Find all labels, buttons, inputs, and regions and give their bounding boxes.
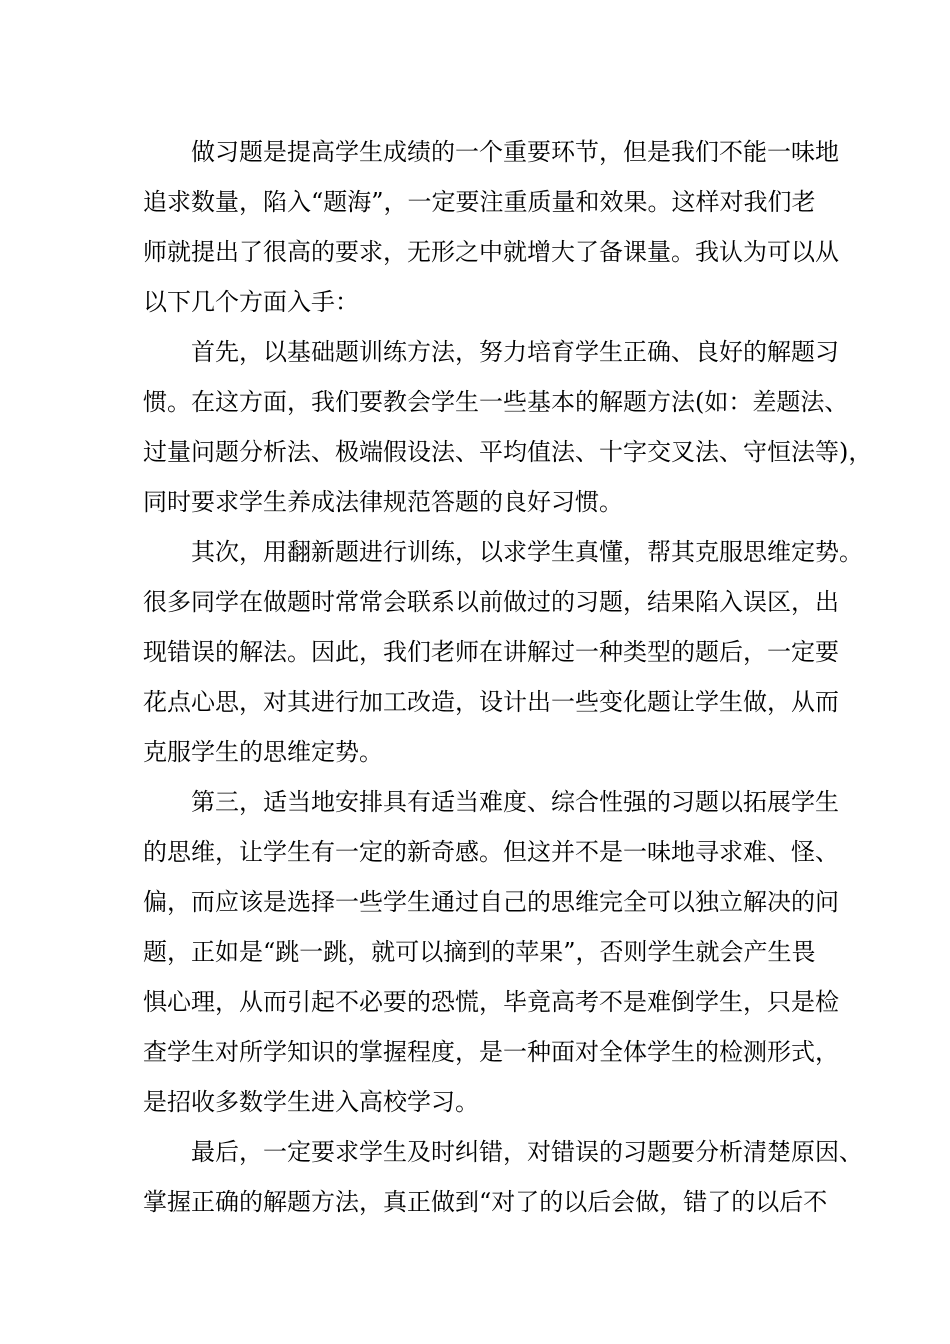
paragraph-1-line-2: 追求数量，陷入“题海”，一定要注重质量和效果。这样对我们老 (143, 188, 816, 216)
paragraph-4-line-7: 是招收多数学生进入高校学习。 (143, 1088, 479, 1116)
document-body (143, 127, 873, 1227)
paragraph-5-line-2: 掌握正确的解题方法，真正做到“对了的以后会做，错了的以后不 (143, 1188, 828, 1216)
paragraph-3-line-2: 很多同学在做题时常常会联系以前做过的习题，结果陷入误区，出 (143, 588, 839, 616)
paragraph-4-line-5: 惧心理，从而引起不必要的恐慌，毕竟高考不是难倒学生，只是检 (143, 988, 839, 1016)
paragraph-3-line-4: 花点心思，对其进行加工改造，设计出一些变化题让学生做，从而 (143, 688, 839, 716)
paragraph-4-line-3: 偏，而应该是选择一些学生通过自己的思维完全可以独立解决的问 (143, 888, 839, 916)
paragraph-2-line-1: 首先，以基础题训练方法，努力培育学生正确、良好的解题习 (191, 338, 839, 366)
paragraph-1-line-3: 师就提出了很高的要求，无形之中就增大了备课量。我认为可以从 (143, 238, 839, 266)
paragraph-2-line-3: 过量问题分析法、极端假设法、平均值法、十字交叉法、守恒法等)， (143, 438, 873, 466)
paragraph-3-line-5: 克服学生的思维定势。 (143, 738, 383, 766)
paragraph-4-line-1: 第三，适当地安排具有适当难度、综合性强的习题以拓展学生 (191, 788, 839, 816)
paragraph-1-line-4: 以下几个方面入手： (143, 288, 359, 316)
paragraph-5-line-1: 最后，一定要求学生及时纠错，对错误的习题要分析清楚原因、 (191, 1138, 863, 1166)
paragraph-3-line-3: 现错误的解法。因此，我们老师在讲解过一种类型的题后，一定要 (143, 638, 839, 666)
paragraph-1-line-1: 做习题是提高学生成绩的一个重要环节，但是我们不能一味地 (191, 138, 839, 166)
paragraph-2-line-2: 惯。在这方面，我们要教会学生一些基本的解题方法(如：差题法、 (143, 388, 849, 416)
paragraph-4-line-2: 的思维，让学生有一定的新奇感。但这并不是一味地寻求难、怪、 (143, 838, 839, 866)
paragraph-4-line-6: 查学生对所学知识的掌握程度，是一种面对全体学生的检测形式， (143, 1038, 839, 1066)
paragraph-2-line-4: 同时要求学生养成法律规范答题的良好习惯。 (143, 488, 623, 516)
paragraph-3-line-1: 其次，用翻新题进行训练，以求学生真懂，帮其克服思维定势。 (191, 538, 863, 566)
paragraph-4-line-4: 题，正如是“跳一跳，就可以摘到的苹果”，否则学生就会产生畏 (143, 938, 816, 966)
